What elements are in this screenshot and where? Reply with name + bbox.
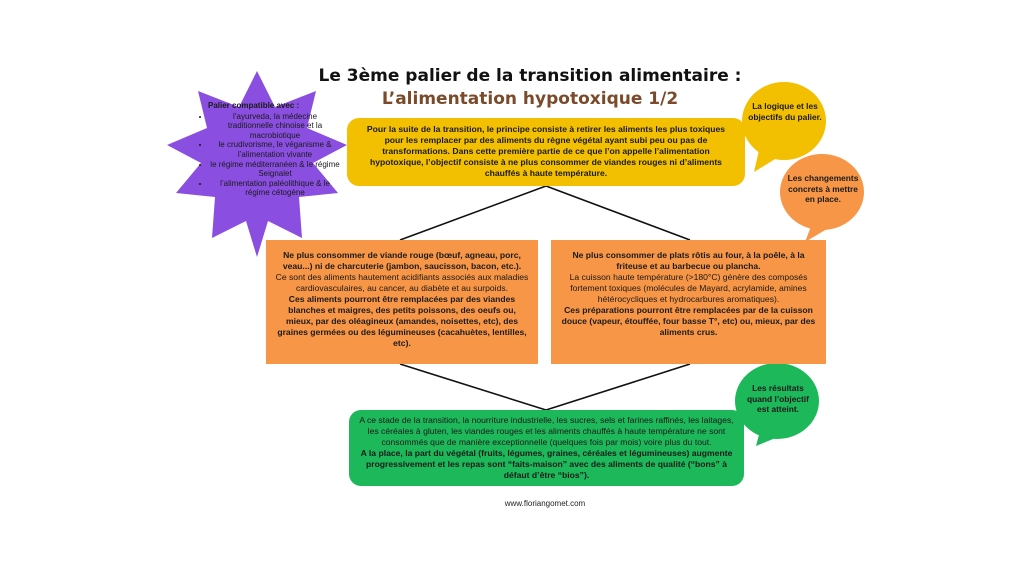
red-meat-alternative: Ces aliments pourront être remplacées par des viandes blanches et maigres, des petits poissons, des oeufs ou, mieux, par des oléagineux (amandes, noisettes, etc), des graines germées ou des légumineuses (cacahuètes, lentilles, etc). xyxy=(277,294,527,348)
list-item: • l’alimentation paléolithique & le régime cétogène xyxy=(210,179,340,198)
result-replacement: A la place, la part du végétal (fruits, légumes, graines, céréales et légumineuses) augmente progressivement et les repas sont “faits-maison” avec des aliments de qualité (“bons” à défaut d’être “bios”). xyxy=(360,448,733,480)
red-meat-reason: Ce sont des aliments hautement acidifiants associés aux maladies cardiovasculaires, au cancer, au diabète et au surpoids. xyxy=(275,272,529,293)
intro-box: Pour la suite de la transition, le principe consiste à retirer les aliments les plus toxiques pour les remplacer par des aliments du règne végétal ayant subi peu ou pas de transformations. Dans cette première partie de ce que l’on appelle l’alimentation hypotoxique, l’objectif consiste à ne plus consommer de viandes rouges ni d’aliments chauffés à haute température. xyxy=(347,118,745,186)
connector-line xyxy=(546,364,690,410)
cooking-reason: La cuisson haute température (>180°C) génère des composés fortement toxiques (molécules de Mayard, acrylamide, amines hétérocycliques et hydrocarbures aromatiques). xyxy=(569,272,808,304)
red-meat-rule: Ne plus consommer de viande rouge (bœuf, agneau, porc, veau...) ni de charcuterie (jambon, saucisson, bacon, etc.). xyxy=(282,250,522,271)
bubble-yellow-text: La logique et les objectifs du palier. xyxy=(748,101,822,122)
page-title xyxy=(300,66,760,109)
footer-url: www.floriangomet.com xyxy=(504,499,586,508)
cooking-box xyxy=(551,240,826,364)
connector-line xyxy=(400,364,546,410)
bubble-orange-text: Les changements concrets à mettre en place. xyxy=(787,173,859,204)
connector-line xyxy=(400,186,546,240)
list-item: • l’ayurveda, la médecine traditionnelle chinoise et la macrobiotique xyxy=(210,112,340,141)
cooking-alternative: Ces préparations pourront être remplacées par de la cuisson douce (vapeur, étouffée, four basse T°, etc) ou, mieux, par des aliments crus. xyxy=(561,305,816,337)
result-text: A ce stade de la transition, la nourriture industrielle, les sucres, sels et farines raffinés, les laitages, les céréales à gluten, les viandes rouges et les aliments chauffés à haute température ne sont consommés que de manière exceptionnelle (quelques fois par mois) voire plus du tout. xyxy=(359,415,734,447)
bubble-green-text: Les résultats quand l’objectif est atteint. xyxy=(747,383,809,414)
title-line-2: L’alimentation hypotoxique 1/2 xyxy=(381,89,679,109)
title-line-1: Le 3ème palier de la transition alimentaire : xyxy=(318,66,742,86)
connector-line xyxy=(546,186,690,240)
cooking-rule: Ne plus consommer de plats rôtis au four, à la poêle, à la friteuse et au barbecue ou plancha. xyxy=(572,250,805,271)
list-item: • le régime méditerranéen & le régime Seignalet xyxy=(210,160,340,179)
star-heading: Palier compatible avec : xyxy=(208,101,300,110)
star-compatibility-list xyxy=(180,101,340,198)
list-item: • le crudivorisme, le véganisme & l’alimentation vivante xyxy=(210,140,340,159)
red-meat-box xyxy=(266,240,538,364)
result-box xyxy=(349,410,744,486)
